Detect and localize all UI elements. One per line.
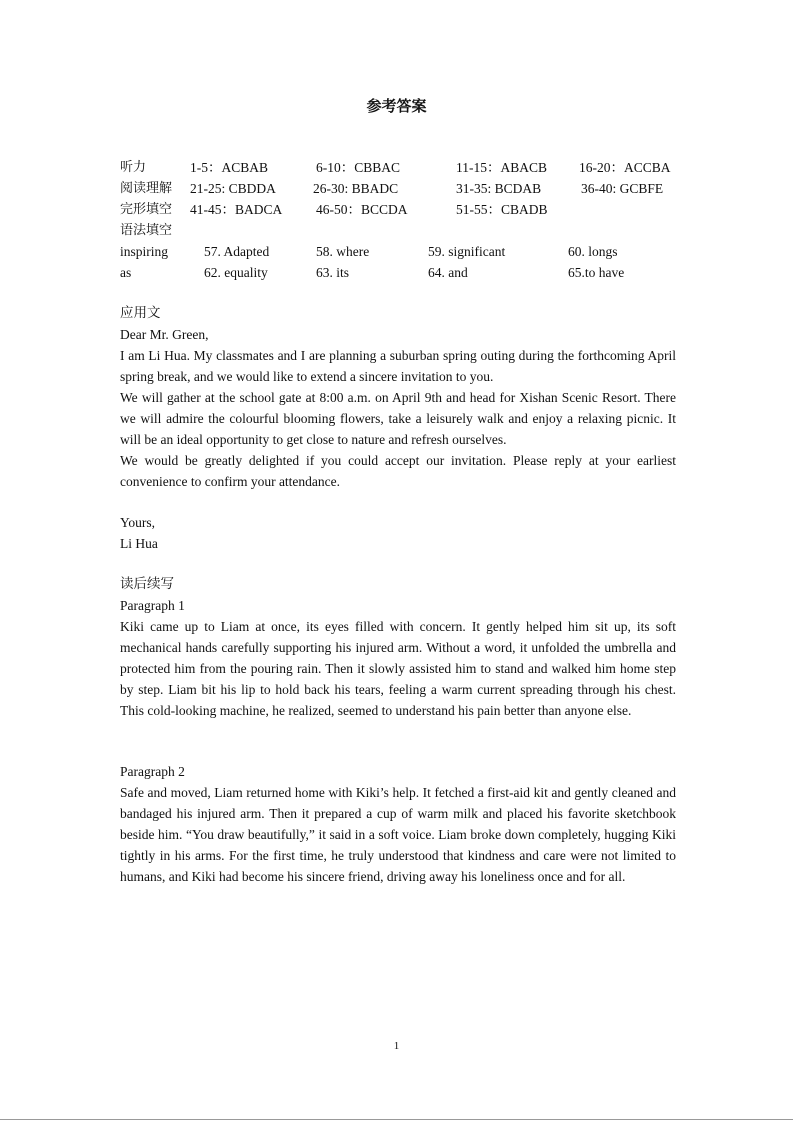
answer-cell: 41-45：BADCA bbox=[190, 202, 283, 217]
answer-cell: 63. its bbox=[316, 265, 350, 280]
paragraph-2-text: Safe and moved, Liam returned home with Kiki’s help. It fetched a first-aid kit and gently cleaned and bandaged his injured arm. Then it prepared a cup of warm milk and placed his favorite sketchbook beside him. “You draw beautifully,” it said in a soft voice. Liam broke down completely, hugging Kiki tightly in his arms. For the first time, he truly understood that kindness and care were not limited to humans, and Kiki had become his sincere friend, driving away his loneliness once and for all. bbox=[120, 785, 676, 884]
answer-cell: 1-5：ACBAB bbox=[190, 160, 269, 175]
answer-cell: 31-35: BCDAB bbox=[456, 181, 542, 196]
letter-closing: Yours, bbox=[120, 515, 156, 530]
letter-salutation: Dear Mr. Green, bbox=[120, 327, 209, 342]
paragraph-2-label: Paragraph 2 bbox=[120, 764, 185, 779]
row-label: 阅读理解 bbox=[120, 181, 173, 196]
answer-cell: 65.to have bbox=[568, 265, 625, 280]
answer-cell: 58. where bbox=[316, 244, 370, 259]
row-label: 听力 bbox=[120, 160, 147, 175]
answer-cell: 51-55：CBADB bbox=[456, 202, 548, 217]
answer-cell: 21-25: CBDDA bbox=[190, 181, 276, 196]
answer-cell: as bbox=[120, 265, 132, 280]
letter-paragraph: We would be greatly delighted if you could accept our invitation. Please reply at your earliest convenience to confirm your attendance. bbox=[120, 453, 676, 489]
answer-cell: 62. equality bbox=[204, 265, 268, 280]
page-title: 参考答案 bbox=[366, 97, 427, 115]
letter-paragraph: I am Li Hua. My classmates and I are planning a suburban spring outing during the forthcoming April spring break, and we would like to extend a sincere invitation to you. bbox=[120, 348, 676, 384]
row-label: 语法填空 bbox=[120, 223, 173, 238]
paragraph-1-text: Kiki came up to Liam at once, its eyes filled with concern. It gently helped him sit up, its soft mechanical hands carefully supporting his injured arm. Without a word, it unfolded the umbrella and protected him from the pouring rain. Then it slowly assisted him to stand and walked him home step by step. Liam bit his lip to hold back his tears, feeling a warm current spreading through his chest. This cold-looking machine, he realized, seemed to understand his pain better than anyone else. bbox=[120, 619, 676, 718]
answer-cell: 36-40: GCBFE bbox=[581, 181, 664, 196]
answer-cell: 59. significant bbox=[428, 244, 506, 259]
section-heading-continuation: 读后续写 bbox=[120, 576, 174, 592]
page-bottom-rule bbox=[0, 1119, 793, 1120]
answer-cell: 46-50：BCCDA bbox=[316, 202, 408, 217]
answer-cell: 57. Adapted bbox=[204, 244, 270, 259]
answer-cell: 11-15：ABACB bbox=[456, 160, 548, 175]
answer-cell: 64. and bbox=[428, 265, 468, 280]
answer-cell: 60. longs bbox=[568, 244, 618, 259]
answer-cell: inspiring bbox=[120, 244, 169, 259]
answer-cell: 26-30: BBADC bbox=[313, 181, 399, 196]
letter-signature: Li Hua bbox=[120, 536, 158, 551]
section-heading-applied-writing: 应用文 bbox=[120, 305, 161, 321]
answer-cell: 6-10：CBBAC bbox=[316, 160, 401, 175]
letter-paragraph: We will gather at the school gate at 8:00 a.m. on April 9th and head for Xishan Scenic Resort. There we will admire the colourful blooming flowers, take a leisurely walk and enjoy a relaxing picnic. It will be an ideal opportunity to get close to nature and refresh ourselves. bbox=[120, 390, 676, 447]
row-label: 完形填空 bbox=[120, 202, 173, 217]
page-number: 1 bbox=[393, 1040, 400, 1052]
answer-cell: 16-20：ACCBA bbox=[579, 160, 671, 175]
paragraph-1-label: Paragraph 1 bbox=[120, 598, 185, 613]
